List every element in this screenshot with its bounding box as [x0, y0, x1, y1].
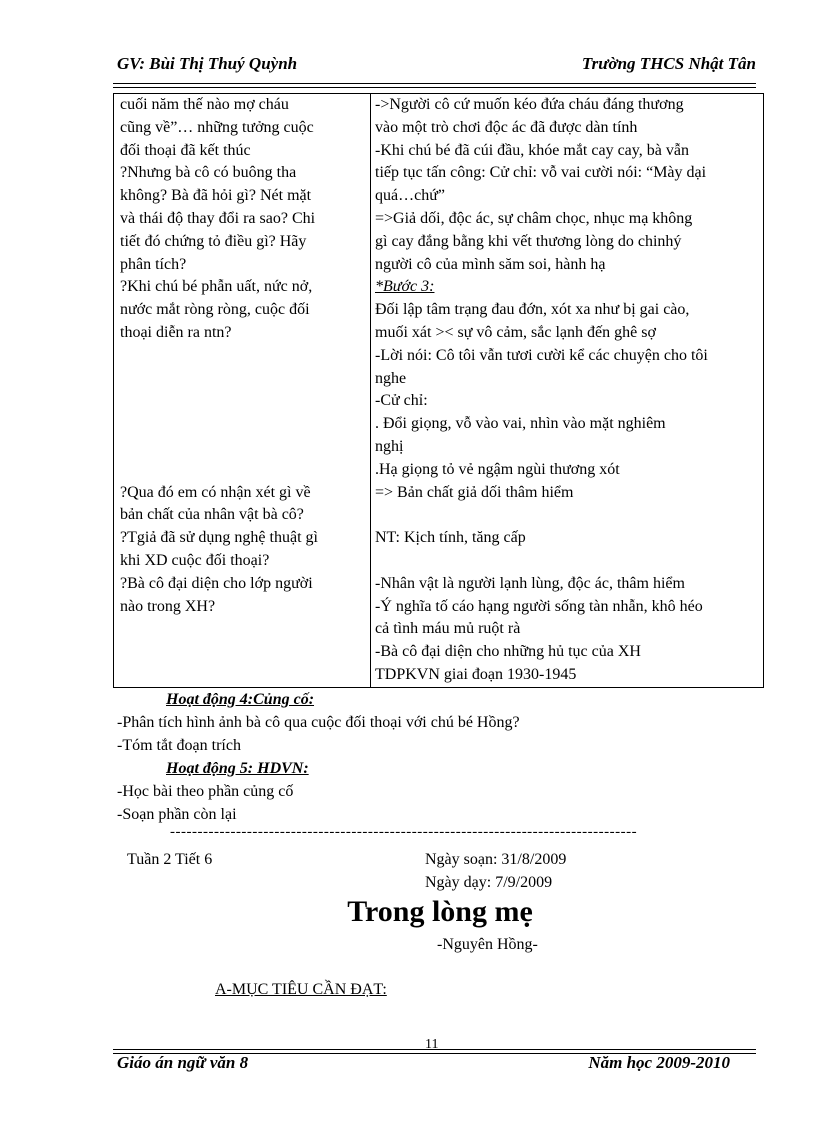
table-line: cũng về”… những tưởng cuộc	[120, 118, 314, 136]
table-line: nào trong XH?	[120, 597, 216, 615]
table-line: đối thoại đã kết thúc	[120, 141, 251, 159]
prep-date: Ngày soạn: 31/8/2009	[425, 851, 567, 868]
table-line	[120, 436, 366, 459]
table-line: -Ý nghĩa tố cáo hạng người sống tàn nhẫn, khô héo	[375, 597, 703, 615]
table-line: cả tình máu mủ ruột rà	[375, 620, 521, 638]
table-line: và thái độ thay đổi ra sao? Chi	[120, 209, 316, 227]
table-line: . Đổi giọng, vỗ vào vai, nhìn vào mặt nghiêm	[375, 415, 666, 433]
table-line: ?Nhưng bà cô có buông tha	[120, 164, 297, 182]
table-line: không? Bà đã hỏi gì? Nét mặt	[120, 187, 312, 205]
header-rule-double	[113, 87, 756, 88]
table-line: => Bản chất giả dối thâm hiểm	[375, 483, 574, 501]
table-row	[114, 94, 764, 688]
table-line: nghe	[375, 369, 407, 387]
table-line: người cô của mình săm soi, hành hạ	[375, 255, 606, 273]
table-line: tiếp tục tấn công: Cử chỉ: vỗ vai cười nói: “Mày dại	[375, 164, 707, 182]
activity5-item: -Học bài theo phần củng cố	[117, 783, 294, 800]
table-line: cuối năm thế nào mợ cháu	[120, 96, 289, 113]
activity4-heading: Hoạt động 4:Củng cố:	[166, 691, 315, 708]
activity4-item: -Tóm tắt đoạn trích	[117, 737, 241, 754]
table-line: TDPKVN giai đoạn 1930-1945	[375, 665, 577, 683]
subject-name: Giáo án ngữ văn 8	[117, 1053, 249, 1072]
table-line	[120, 413, 366, 436]
activity5-heading: Hoạt động 5: HDVN:	[166, 760, 309, 777]
header-rule	[113, 83, 756, 84]
section-separator: -------------------------------------------------------------------------------------	[170, 824, 638, 840]
table-line: -Lời nói: Cô tôi vẫn tươi cười kể các chuyện cho tôi	[375, 346, 708, 364]
table-line: thoại diễn ra ntn?	[120, 323, 232, 341]
table-line: phân tích?	[120, 255, 187, 273]
week-period: Tuần 2 Tiết 6	[127, 851, 213, 868]
table-line	[120, 390, 366, 413]
table-line: =>Giả dối, độc ác, sự châm chọc, nhục mạ không	[375, 209, 693, 227]
table-line: ?Qua đó em có nhận xét gì về	[120, 483, 311, 501]
activity4-item: -Phân tích hình ảnh bà cô qua cuộc đối thoại với chú bé Hồng?	[117, 714, 520, 731]
table-line: quá…chứ”	[375, 187, 445, 205]
teacher-name: GV: Bùi Thị Thuý Quỳnh	[117, 54, 298, 73]
table-line: khi XD cuộc đối thoại?	[120, 551, 270, 569]
table-line: Đối lập tâm trạng đau đớn, xót xa như bị gai cào,	[375, 301, 690, 319]
table-line: -Cử chỉ:	[375, 392, 428, 410]
teach-date: Ngày dạy: 7/9/2009	[425, 874, 553, 891]
table-line: ?Tgiả đã sử dụng nghệ thuật gì	[120, 529, 318, 547]
lesson-title: Trong lòng mẹ	[347, 895, 533, 928]
section-a-heading: A-MỤC TIÊU CẦN ĐẠT:	[215, 981, 387, 998]
table-line	[120, 459, 366, 482]
footer-rule	[113, 1049, 756, 1050]
table-line: -Bà cô đại diện cho những hủ tục của XH	[375, 643, 641, 661]
table-line: vào một trò chơi độc ác đã được dàn tính	[375, 118, 638, 136]
school-year: Năm học 2009-2010	[588, 1053, 730, 1072]
page-number: 11	[425, 1037, 439, 1052]
table-line: ->Người cô cứ muốn kéo đứa cháu đáng thương	[375, 96, 684, 113]
table-line	[375, 550, 759, 573]
table-line	[375, 504, 759, 527]
table-line: ?Khi chú bé phẫn uất, nức nở,	[120, 278, 313, 296]
school-name: Trường THCS Nhật Tân	[581, 54, 756, 73]
table-line: *Bước 3:	[375, 278, 435, 296]
activity5-item: -Soạn phần còn lại	[117, 806, 237, 823]
table-line: nghị	[375, 437, 404, 455]
table-line: ?Bà cô đại diện cho lớp người	[120, 574, 313, 592]
table-line	[120, 345, 366, 368]
table-line: nước mắt ròng ròng, cuộc đối	[120, 301, 310, 319]
table-line: NT: Kịch tính, tăng cấp	[375, 529, 526, 547]
table-line: gì cay đắng bằng khi vết thương lòng do chinhý	[375, 232, 682, 250]
table-line: -Nhân vật là người lạnh lùng, độc ác, thâm hiểm	[375, 574, 685, 592]
table-line: muối xát >< sự vô cảm, sắc lạnh đến ghê sợ	[375, 323, 656, 341]
author-name: -Nguyên Hồng-	[437, 936, 538, 953]
answers-column	[371, 94, 764, 688]
table-line: -Khi chú bé đã cúi đầu, khóe mắt cay cay, bà vẫn	[375, 141, 689, 159]
table-line: bản chất của nhân vật bà cô?	[120, 506, 304, 524]
table-line: tiết đó chứng tỏ điều gì? Hãy	[120, 232, 307, 250]
questions-column	[114, 94, 371, 688]
lesson-table	[113, 93, 764, 688]
table-line: .Hạ giọng tỏ vẻ ngậm ngùi thương xót	[375, 460, 620, 478]
table-line	[120, 368, 366, 391]
